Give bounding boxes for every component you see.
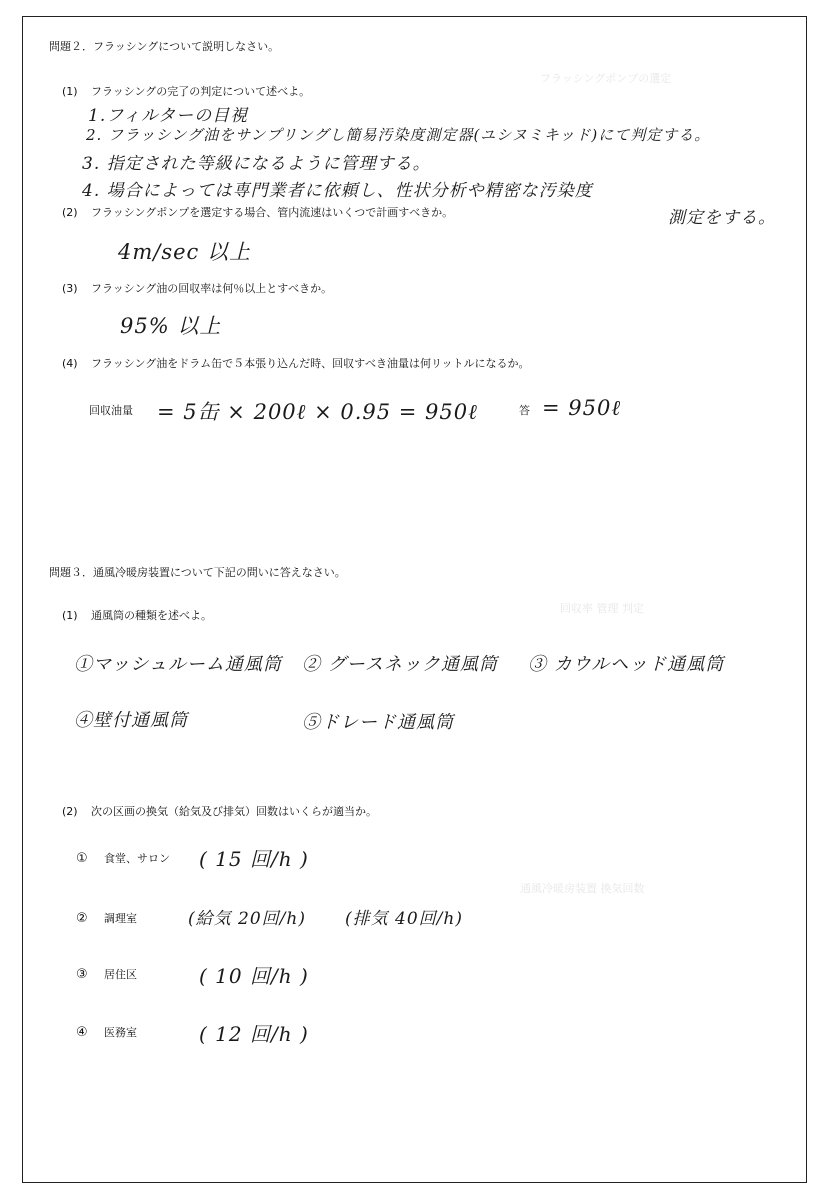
q3-2-row-number: ③ <box>76 967 88 982</box>
q3-2-row-number: ④ <box>76 1025 88 1040</box>
q2-4-question: フラッシング油をドラム缶で５本張り込んだ時、回収すべき油量は何リットルになるか。 <box>91 357 530 370</box>
bleed-through-text: 通風冷暖房装置 換気回数 <box>520 882 645 895</box>
q2-4-answer-label: 答 <box>519 404 530 417</box>
q3-2-label: (2) <box>62 805 78 818</box>
q3-1-answer-2: ② グースネック通風筒 <box>302 654 498 675</box>
q2-2-label: (2) <box>62 206 78 219</box>
q2-4-answer: = 950ℓ <box>542 396 622 420</box>
q3-1-label: (1) <box>62 609 78 622</box>
q3-2-row-value: ( 10 回/h ) <box>199 964 309 988</box>
q2-2-answer: 4m/sec 以上 <box>118 240 251 264</box>
q2-4-calc: = 5缶 × 200ℓ × 0.95 = 950ℓ <box>157 400 478 424</box>
q3-1-answer-3: ③ カウルヘッド通風筒 <box>528 654 725 675</box>
q2-1-label: (1) <box>62 85 78 98</box>
q3-2-row-room: 食堂、サロン <box>104 852 170 865</box>
q2-1-answer-2: 2. フラッシング油をサンプリングし簡易汚染度測定器(ユシヌミキッド)にて判定する。 <box>86 126 711 144</box>
q3-2-row-number: ② <box>76 911 88 926</box>
q2-1-answer-4: 4. 場合によっては専門業者に依頼し、性状分析や精密な汚染度 <box>82 181 593 201</box>
bleed-through-text: フラッシングポンプの選定 <box>540 72 672 85</box>
q3-2-row-number: ① <box>76 851 88 866</box>
q2-1-answer-5: 測定をする。 <box>668 208 776 228</box>
q3-2-question: 次の区画の換気（給気及び排気）回数はいくらが適当か。 <box>91 805 377 818</box>
q3-1-answer-4: ④壁付通風筒 <box>74 710 188 731</box>
q3-2-row-value-exhaust: (排気 40回/h) <box>345 909 463 929</box>
q2-3-question: フラッシング油の回収率は何％以上とすべきか。 <box>91 282 333 295</box>
q2-4-label: (4) <box>62 357 78 370</box>
bleed-through-text: 回収率 管理 判定 <box>560 602 644 615</box>
q3-1-answer-1: ①マッシュルーム通風筒 <box>74 654 282 675</box>
q3-1-question: 通風筒の種類を述べよ。 <box>91 609 212 622</box>
q3-1-answer-5: ⑤ドレード通風筒 <box>302 712 454 733</box>
q2-3-answer: 95% 以上 <box>120 314 222 338</box>
q3-2-row-room: 居住区 <box>104 968 137 981</box>
q2-2-question: フラッシングポンプを選定する場合、管内流速はいくつで計画すべきか。 <box>91 206 454 219</box>
q3-2-row-value: ( 12 回/h ) <box>199 1022 309 1046</box>
q2-1-answer-3: 3. 指定された等級になるように管理する。 <box>82 154 431 174</box>
q3-2-row-room: 医務室 <box>104 1026 137 1039</box>
q2-4-calc-label: 回収油量 <box>89 404 133 417</box>
question-2-title: 問題２．フラッシングについて説明しなさい。 <box>49 40 280 53</box>
q2-1-question: フラッシングの完了の判定について述べよ。 <box>91 85 311 98</box>
q3-2-row-value: (給気 20回/h) <box>188 909 306 929</box>
q2-1-answer-1: 1.フィルターの目視 <box>88 106 249 126</box>
q3-2-row-value: ( 15 回/h ) <box>199 847 309 871</box>
q3-2-row-room: 調理室 <box>104 912 137 925</box>
question-3-title: 問題３．通風冷暖房装置について下記の問いに答えなさい。 <box>49 566 346 579</box>
q2-3-label: (3) <box>62 282 78 295</box>
